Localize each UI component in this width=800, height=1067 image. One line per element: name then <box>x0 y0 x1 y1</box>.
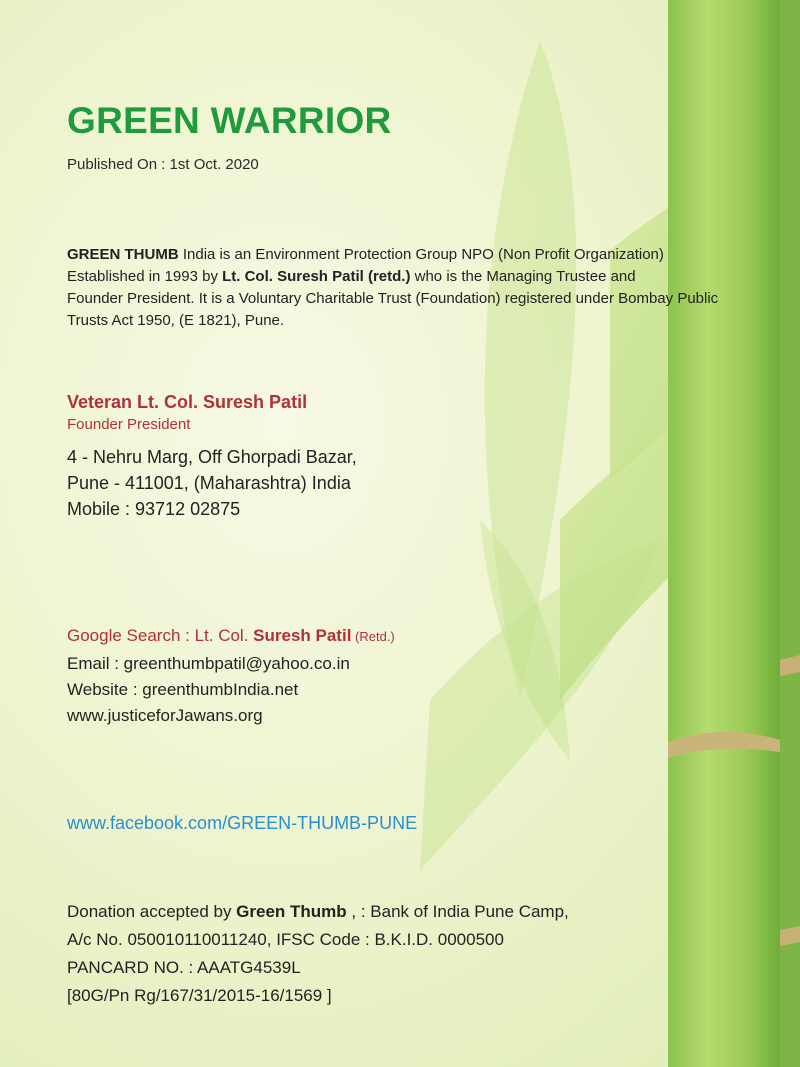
founder-address <box>67 444 357 522</box>
org-name: GREEN THUMB <box>67 246 179 263</box>
mobile-number: Mobile : 93712 02875 <box>67 499 241 519</box>
website-2-line[interactable]: www.justiceforJawans.org <box>67 706 263 725</box>
donation-details <box>67 898 569 1010</box>
founder-name: Veteran Lt. Col. Suresh Patil <box>67 392 308 412</box>
published-date: Published On : 1st Oct. 2020 <box>67 156 259 173</box>
registration-line: [80G/Pn Rg/167/31/2015-16/1569 ] <box>67 986 332 1005</box>
website-line[interactable]: Website : greenthumbIndia.net <box>67 680 299 699</box>
intro-line-4: Trusts Act 1950, (E 1821), Pune. <box>67 312 285 329</box>
donation-line: Donation accepted by Green Thumb , : Bank of India Pune Camp, <box>67 902 569 921</box>
pancard-line: PANCARD NO. : AAATG4539L <box>67 958 301 977</box>
intro-line-1: GREEN THUMB India is an Environment Protection Group NPO (Non Profit Organization) <box>67 246 664 263</box>
address-line-1: 4 - Nehru Marg, Off Ghorpadi Bazar, <box>67 447 357 467</box>
founder-bold: Lt. Col. Suresh Patil (retd.) <box>222 268 411 285</box>
email-line[interactable]: Email : greenthumbpatil@yahoo.co.in <box>67 654 350 673</box>
address-line-2: Pune - 411001, (Maharashtra) India <box>67 473 351 493</box>
facebook-link[interactable]: www.facebook.com/GREEN-THUMB-PUNE <box>67 813 418 833</box>
intro-line-3: Founder President. It is a Voluntary Charitable Trust (Foundation) registered under Bombay Public <box>67 290 719 307</box>
google-search-line: Google Search : Lt. Col. Suresh Patil (Retd.) <box>67 626 395 645</box>
account-line: A/c No. 050010110011240, IFSC Code : B.K.I.D. 0000500 <box>67 930 504 949</box>
contact-details <box>67 651 350 729</box>
intro-line-2: Established in 1993 by Lt. Col. Suresh Patil (retd.) who is the Managing Trustee and <box>67 268 636 285</box>
intro-paragraph <box>67 244 718 332</box>
page-title: GREEN WARRIOR <box>67 100 392 141</box>
founder-role: Founder President <box>67 416 191 433</box>
